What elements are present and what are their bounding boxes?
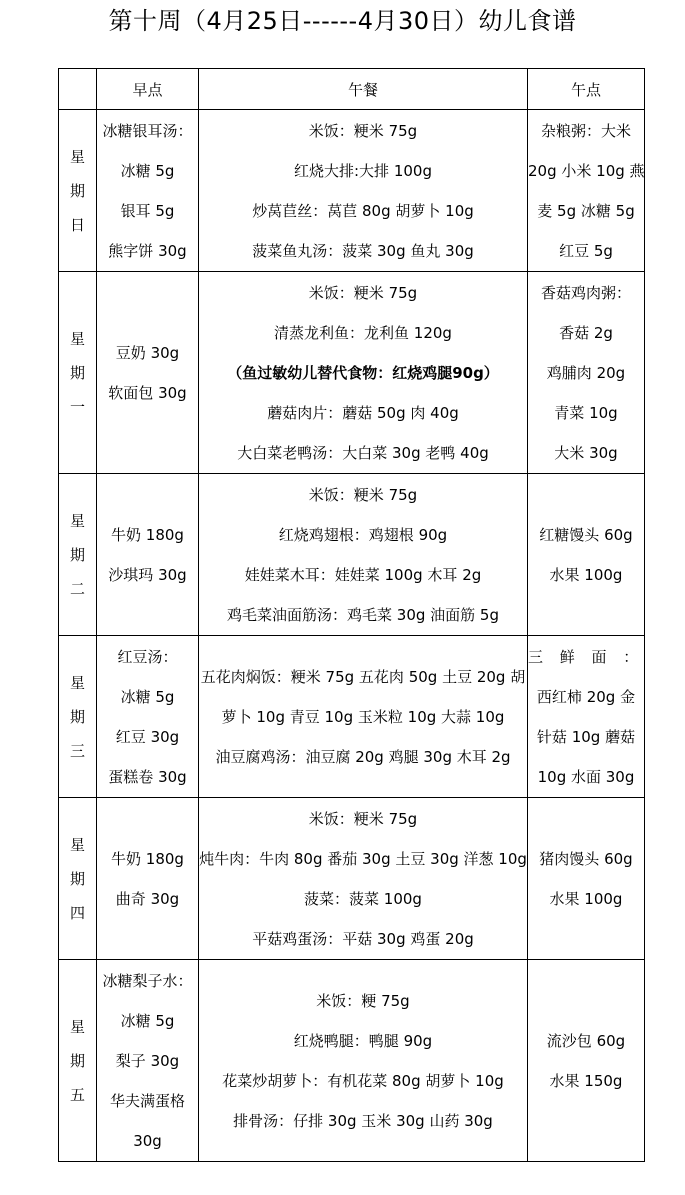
menu-line: 杂粮粥：大米 bbox=[540, 121, 631, 140]
day-cell bbox=[59, 110, 97, 272]
menu-line: 蘑菇肉片：蘑菇 50g 肉 40g bbox=[267, 403, 459, 422]
table-row bbox=[59, 474, 645, 636]
snack-cell bbox=[528, 474, 645, 636]
header-row bbox=[59, 69, 645, 110]
menu-line: 清蒸龙利鱼：龙利鱼 120g bbox=[274, 323, 452, 342]
menu-line: 星 bbox=[69, 511, 85, 530]
menu-line: 红糖馒头 60g bbox=[539, 525, 633, 544]
menu-line: 猪肉馒头 60g bbox=[539, 849, 633, 868]
menu-line: 一 bbox=[69, 397, 85, 416]
snack-cell bbox=[528, 110, 645, 272]
menu-line: 星 bbox=[69, 1017, 85, 1036]
table-row bbox=[59, 798, 645, 960]
day-cell bbox=[59, 960, 97, 1162]
menu-line: 期 bbox=[69, 363, 85, 382]
menu-line: 冰糖银耳汤： bbox=[102, 121, 193, 140]
menu-line: 鸡毛菜油面筋汤：鸡毛菜 30g 油面筋 5g bbox=[227, 605, 499, 624]
menu-line: 冰糖 5g bbox=[120, 161, 175, 180]
menu-line: 米饭：粳米 75g bbox=[308, 485, 418, 504]
day-cell bbox=[59, 798, 97, 960]
menu-line: 炒莴苣丝：莴苣 80g 胡萝卜 10g bbox=[252, 201, 474, 220]
lunch-cell bbox=[199, 474, 528, 636]
breakfast-cell bbox=[97, 474, 199, 636]
table-row bbox=[59, 110, 645, 272]
menu-line: 平菇鸡蛋汤：平菇 30g 鸡蛋 20g bbox=[252, 929, 474, 948]
menu-line: 冰糖 5g bbox=[120, 687, 175, 706]
day-cell bbox=[59, 272, 97, 474]
menu-line: 期 bbox=[69, 181, 85, 200]
menu-line: 萝卜 10g 青豆 10g 玉米粒 10g 大蒜 10g bbox=[221, 707, 505, 726]
menu-line: 10g 水面 30g bbox=[537, 767, 635, 786]
header-day bbox=[59, 69, 97, 110]
page-title: 第十周（4月25日------4月30日）幼儿食谱 bbox=[108, 7, 577, 35]
menu-line: 期 bbox=[69, 707, 85, 726]
breakfast-cell bbox=[97, 798, 199, 960]
menu-table bbox=[58, 68, 645, 1162]
lunch-cell bbox=[199, 960, 528, 1162]
menu-line: 华夫满蛋格 bbox=[109, 1091, 185, 1110]
menu-line: 豆奶 30g bbox=[115, 343, 180, 362]
menu-line: 油豆腐鸡汤：油豆腐 20g 鸡腿 30g 木耳 2g bbox=[215, 747, 511, 766]
lunch-cell bbox=[199, 272, 528, 474]
menu-line: 娃娃菜木耳：娃娃菜 100g 木耳 2g bbox=[244, 565, 482, 584]
menu-line: 红烧大排:大排 100g bbox=[294, 161, 432, 180]
menu-line: 银耳 5g bbox=[120, 201, 175, 220]
menu-line: 菠菜：菠菜 100g bbox=[304, 889, 422, 908]
menu-line: 水果 150g bbox=[549, 1071, 623, 1090]
menu-line: 期 bbox=[69, 1051, 85, 1070]
menu-line: 二 bbox=[69, 579, 85, 598]
menu-line: 麦 5g 冰糖 5g bbox=[537, 201, 635, 220]
menu-line: 水果 100g bbox=[549, 565, 623, 584]
menu-line: 四 bbox=[69, 903, 85, 922]
menu-line: 鸡脯肉 20g bbox=[546, 363, 626, 382]
menu-line: 冰糖梨子水： bbox=[102, 971, 193, 990]
lunch-cell bbox=[199, 636, 528, 798]
lunch-cell bbox=[199, 798, 528, 960]
menu-line: 菠菜鱼丸汤：菠菜 30g 鱼丸 30g bbox=[252, 241, 474, 260]
menu-line: 星 bbox=[69, 147, 85, 166]
menu-line: 期 bbox=[69, 869, 85, 888]
menu-line: 蛋糕卷 30g bbox=[108, 767, 187, 786]
menu-line: 大白菜老鸭汤：大白菜 30g 老鸭 40g bbox=[237, 443, 489, 462]
menu-line: 炖牛肉：牛肉 80g 番茄 30g 土豆 30g 洋葱 10g bbox=[199, 849, 527, 868]
menu-line: 米饭：粳米 75g bbox=[308, 283, 418, 302]
breakfast-cell bbox=[97, 960, 199, 1162]
menu-line: 冰糖 5g bbox=[120, 1011, 175, 1030]
table-row bbox=[59, 272, 645, 474]
menu-line: 红豆 5g bbox=[559, 241, 613, 260]
header-snack: 午点 bbox=[528, 69, 645, 110]
menu-line: 五 bbox=[69, 1085, 85, 1104]
menu-line: 牛奶 180g bbox=[111, 849, 184, 868]
menu-line: 星 bbox=[69, 673, 85, 692]
menu-line: 米饭：粳米 75g bbox=[308, 809, 418, 828]
menu-line: 米饭：粳米 75g bbox=[308, 121, 418, 140]
menu-line: 沙琪玛 30g bbox=[108, 565, 187, 584]
menu-line: 西红柿 20g 金 bbox=[536, 687, 636, 706]
day-cell bbox=[59, 474, 97, 636]
menu-line: 花菜炒胡萝卜：有机花菜 80g 胡萝卜 10g bbox=[222, 1071, 504, 1090]
menu-line: 星 bbox=[69, 835, 85, 854]
menu-line: 星 bbox=[69, 329, 85, 348]
header-breakfast: 早点 bbox=[97, 69, 199, 110]
menu-line: 牛奶 180g bbox=[111, 525, 184, 544]
menu-line: 三 鲜 面 ： bbox=[528, 647, 645, 666]
table-row bbox=[59, 636, 645, 798]
menu-line: 流沙包 60g bbox=[546, 1031, 626, 1050]
menu-line: 曲奇 30g bbox=[115, 889, 180, 908]
breakfast-cell bbox=[97, 110, 199, 272]
menu-line: 米饭：粳 75g bbox=[316, 991, 410, 1010]
menu-line: 软面包 30g bbox=[108, 383, 187, 402]
day-cell bbox=[59, 636, 97, 798]
menu-line: 三 bbox=[69, 741, 85, 760]
menu-line: 20g 小米 10g 燕 bbox=[528, 161, 645, 180]
table-row bbox=[59, 960, 645, 1162]
menu-line: 青菜 10g bbox=[554, 403, 618, 422]
snack-cell bbox=[528, 798, 645, 960]
menu-line: 梨子 30g bbox=[115, 1051, 180, 1070]
snack-cell bbox=[528, 636, 645, 798]
header-lunch: 午餐 bbox=[199, 69, 528, 110]
menu-line: 排骨汤：仔排 30g 玉米 30g 山药 30g bbox=[233, 1111, 493, 1130]
menu-line: 五花肉焖饭：粳米 75g 五花肉 50g 土豆 20g 胡 bbox=[200, 667, 526, 686]
menu-line: 30g bbox=[133, 1131, 162, 1150]
menu-line: 红烧鸭腿：鸭腿 90g bbox=[293, 1031, 433, 1050]
menu-line: 熊字饼 30g bbox=[108, 241, 187, 260]
menu-line: 针菇 10g 蘑菇 bbox=[536, 727, 636, 746]
menu-line: 红豆 30g bbox=[115, 727, 180, 746]
menu-line: 水果 100g bbox=[549, 889, 623, 908]
menu-line: 期 bbox=[69, 545, 85, 564]
breakfast-cell bbox=[97, 272, 199, 474]
snack-cell bbox=[528, 960, 645, 1162]
menu-line: 香菇鸡肉粥： bbox=[540, 283, 631, 302]
menu-line: 红豆汤： bbox=[117, 647, 178, 666]
menu-line: 香菇 2g bbox=[559, 323, 613, 342]
menu-line: （鱼过敏幼儿替代食物：红烧鸡腿90g） bbox=[227, 363, 499, 382]
snack-cell bbox=[528, 272, 645, 474]
lunch-cell bbox=[199, 110, 528, 272]
breakfast-cell bbox=[97, 636, 199, 798]
menu-line: 大米 30g bbox=[554, 443, 618, 462]
menu-line: 日 bbox=[69, 215, 85, 234]
menu-line: 红烧鸡翅根：鸡翅根 90g bbox=[278, 525, 448, 544]
